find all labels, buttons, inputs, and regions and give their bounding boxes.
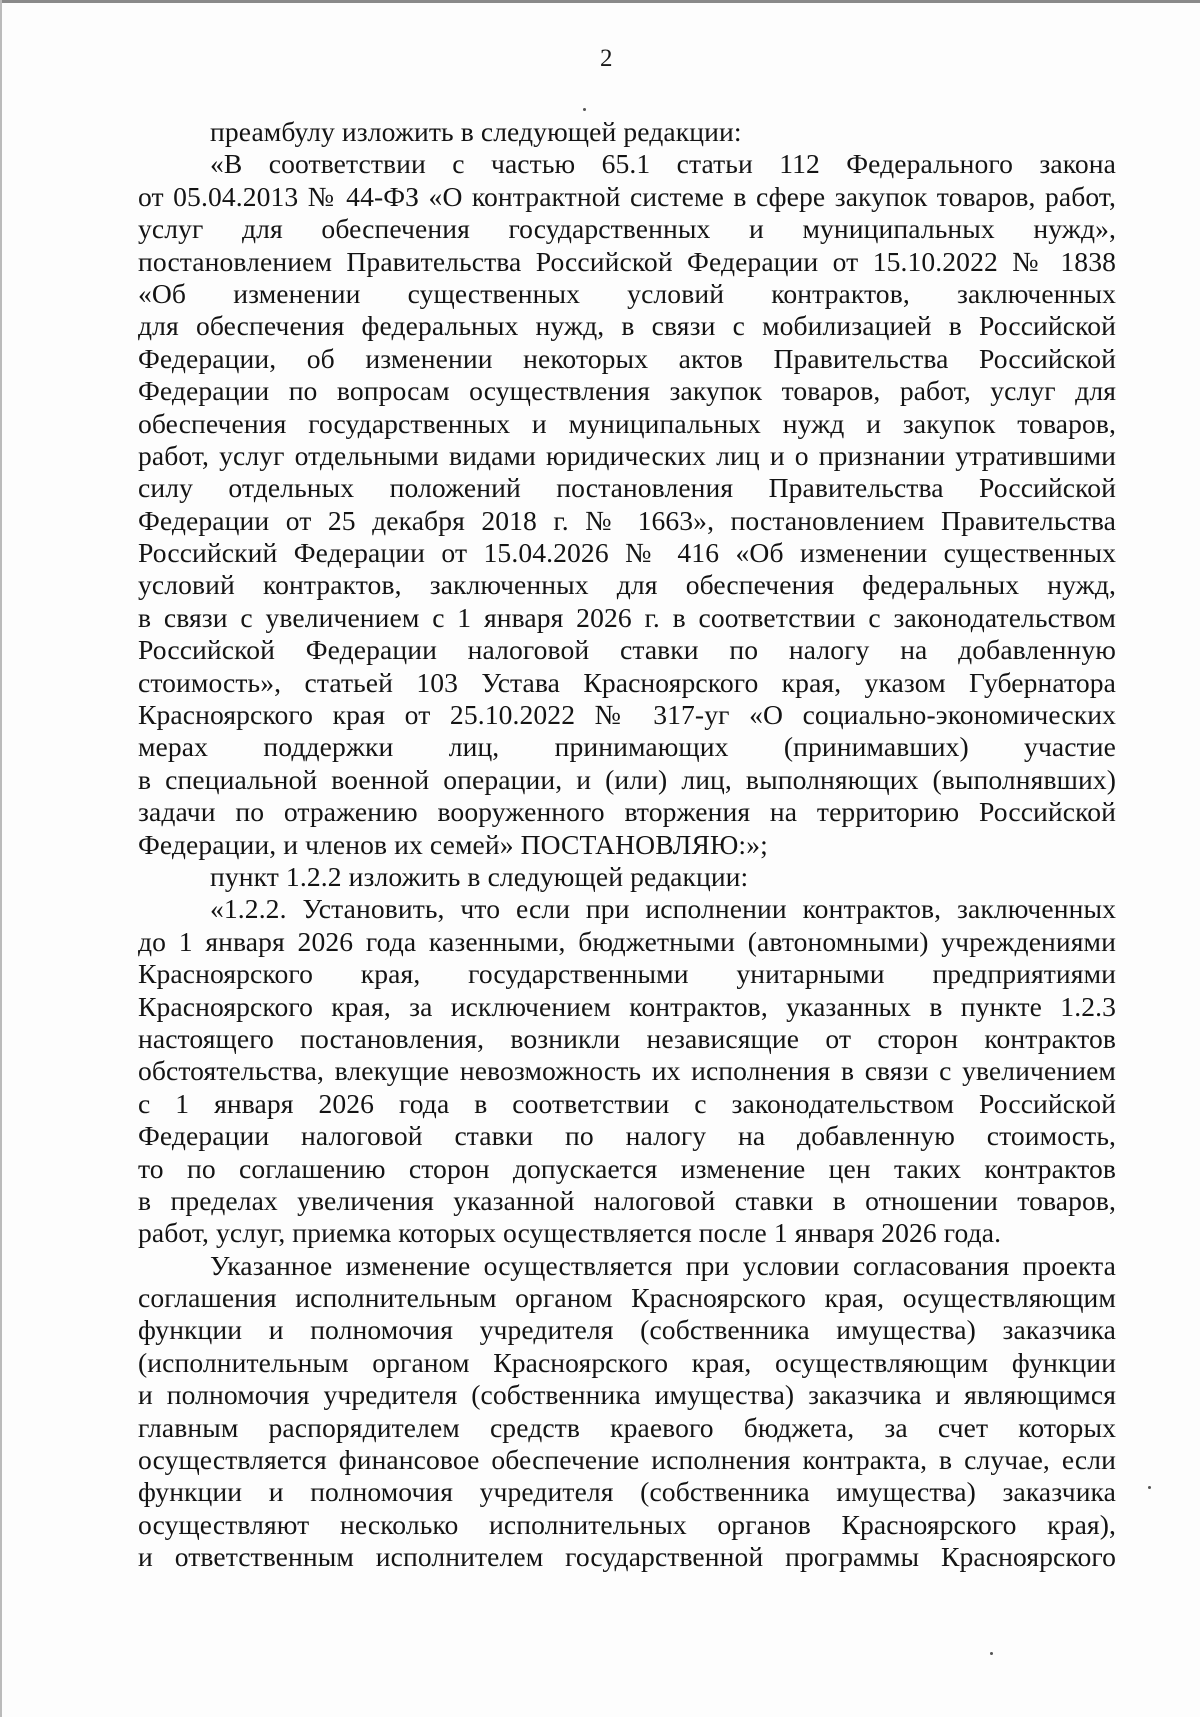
text-line: Красноярского края от 25.10.2022 № 317-уг «О социально-экономических xyxy=(138,699,1116,731)
text-line: обеспечения государственных и муниципальных нужд и закупок товаров, xyxy=(138,407,1116,439)
text-line: функции и полномочия учредителя (собственника имущества) заказчика xyxy=(138,1476,1116,1508)
text-line: для обеспечения федеральных нужд, в связи с мобилизацией в Российской xyxy=(138,310,1116,342)
text-line: стоимость», статьей 103 Устава Красноярского края, указом Губернатора xyxy=(138,666,1116,698)
text-line: «1.2.2. Установить, что если при исполнении контрактов, заключенных xyxy=(210,893,1116,925)
text-line: настоящего постановления, возникли независящие от сторон контрактов xyxy=(138,1022,1116,1054)
text-line: осуществляется финансовое обеспечение исполнения контракта, в случае, если xyxy=(138,1444,1116,1476)
scan-edge-left xyxy=(0,0,2,1717)
scan-speck xyxy=(990,1652,993,1655)
text-line: в специальной военной операции, и (или) лиц, выполняющих (выполнявших) xyxy=(138,763,1116,795)
text-line: «Об изменении существенных условий контрактов, заключенных xyxy=(138,277,1116,309)
document-body xyxy=(138,116,1116,1574)
page-number: 2 xyxy=(600,45,613,72)
text-line: Федерации, и членов их семей» ПОСТАНОВЛЯЮ:»; xyxy=(138,828,768,860)
text-line: «В соответствии с частью 65.1 статьи 112 Федерального закона xyxy=(210,148,1116,180)
text-line: Федерации налоговой ставки по налогу на добавленную стоимость, xyxy=(138,1120,1116,1152)
text-line: до 1 января 2026 года казенными, бюджетными (автономными) учреждениями xyxy=(138,925,1116,957)
text-line: работ, услуг отдельными видами юридических лиц и о признании утратившими xyxy=(138,439,1116,471)
text-line: условий контрактов, заключенных для обеспечения федеральных нужд, xyxy=(138,569,1116,601)
text-line: соглашения исполнительным органом Красноярского края, осуществляющим xyxy=(138,1282,1116,1314)
text-line: работ, услуг, приемка которых осуществляется после 1 января 2026 года. xyxy=(138,1217,1002,1249)
text-line: постановлением Правительства Российской Федерации от 15.10.2022 № 1838 xyxy=(138,245,1116,277)
scan-edge-top xyxy=(0,0,1200,3)
text-line: Указанное изменение осуществляется при условии согласования проекта xyxy=(210,1249,1116,1281)
text-line: пункт 1.2.2 изложить в следующей редакции: xyxy=(210,860,749,892)
text-line: Федерации от 25 декабря 2018 г. № 1663», постановлением Правительства xyxy=(138,504,1116,536)
text-line: услуг для обеспечения государственных и муниципальных нужд», xyxy=(138,213,1116,245)
text-line: силу отдельных положений постановления Правительства Российской xyxy=(138,472,1116,504)
text-line: мерах поддержки лиц, принимающих (принимавших) участие xyxy=(138,731,1116,763)
text-line: то по соглашению сторон допускается изменение цен таких контрактов xyxy=(138,1152,1116,1184)
text-line: Федерации, об изменении некоторых актов Правительства Российской xyxy=(138,342,1116,374)
text-line: главным распорядителем средств краевого бюджета, за счет которых xyxy=(138,1411,1116,1443)
text-line: Красноярского края, за исключением контрактов, указанных в пункте 1.2.3 xyxy=(138,990,1116,1022)
text-line: осуществляют несколько исполнительных органов Красноярского края), xyxy=(138,1508,1116,1540)
text-line: от 05.04.2013 № 44-ФЗ «О контрактной системе в сфере закупок товаров, работ, xyxy=(138,180,1116,212)
text-line: обстоятельства, влекущие невозможность их исполнения в связи с увеличением xyxy=(138,1055,1116,1087)
text-line: преамбулу изложить в следующей редакции: xyxy=(210,116,742,147)
text-line: задачи по отражению вооруженного вторжения на территорию Российской xyxy=(138,796,1116,828)
scan-speck xyxy=(583,108,586,111)
text-line: Красноярского края, государственными унитарными предприятиями xyxy=(138,958,1116,990)
text-line: и полномочия учредителя (собственника имущества) заказчика и являющимся xyxy=(138,1379,1116,1411)
text-line: Федерации по вопросам осуществления закупок товаров, работ, услуг для xyxy=(138,375,1116,407)
text-line: (исполнительным органом Красноярского края, осуществляющим функции xyxy=(138,1346,1116,1378)
text-line: с 1 января 2026 года в соответствии с законодательством Российской xyxy=(138,1087,1116,1119)
text-line: в пределах увеличения указанной налоговой ставки в отношении товаров, xyxy=(138,1184,1116,1216)
text-line: Российской Федерации налоговой ставки по налогу на добавленную xyxy=(138,634,1116,666)
text-line: и ответственным исполнителем государственной программы Красноярского xyxy=(138,1541,1116,1573)
text-line: в связи с увеличением с 1 января 2026 г. в соответствии с законодательством xyxy=(138,601,1116,633)
scan-speck xyxy=(1148,1486,1151,1489)
text-line: Российский Федерации от 15.04.2026 № 416 «Об изменении существенных xyxy=(138,537,1116,569)
text-line: функции и полномочия учредителя (собственника имущества) заказчика xyxy=(138,1314,1116,1346)
